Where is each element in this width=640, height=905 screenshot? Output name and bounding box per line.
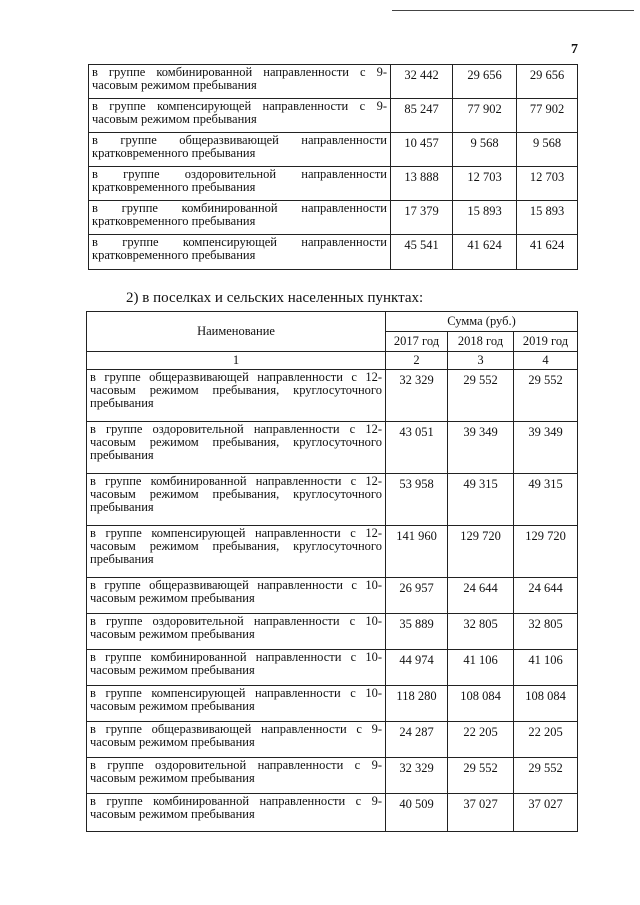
value-2017: 32 329 [386,370,448,422]
value-2017: 53 958 [386,474,448,526]
value-2018: 32 805 [448,614,514,650]
table-row [87,794,578,832]
value-2019: 15 893 [517,201,578,235]
value-2018: 9 568 [453,133,517,167]
value-2019: 12 703 [517,167,578,201]
value-2017: 24 287 [386,722,448,758]
value-2017: 118 280 [386,686,448,722]
section-title: 2) в поселках и сельских населенных пунктах: [126,290,424,306]
value-2019: 39 349 [514,422,578,474]
table-row [87,686,578,722]
table-row [89,201,578,235]
top-rule [392,10,634,11]
value-2017: 10 457 [391,133,453,167]
column-number-1: 1 [87,352,386,370]
row-name: в группе компенсирующей направленности кратковременного пребывания [89,235,391,270]
value-2017: 43 051 [386,422,448,474]
value-2017: 45 541 [391,235,453,270]
table-row [87,578,578,614]
row-name: в группе оздоровительной направленности с 10-часовым режимом пребывания [87,614,386,650]
header-year-2019: 2019 год [514,332,578,352]
table-row [87,474,578,526]
value-2019: 41 624 [517,235,578,270]
header-name: Наименование [87,312,386,352]
column-number-2: 2 [386,352,448,370]
row-name: в группе оздоровительной направленности кратковременного пребывания [89,167,391,201]
value-2019: 24 644 [514,578,578,614]
value-2018: 12 703 [453,167,517,201]
value-2017: 35 889 [386,614,448,650]
header-year-2017: 2017 год [386,332,448,352]
value-2019: 37 027 [514,794,578,832]
value-2018: 41 624 [453,235,517,270]
value-2017: 32 442 [391,65,453,99]
table-row [89,167,578,201]
value-2018: 129 720 [448,526,514,578]
header-row [87,312,578,332]
row-name: в группе комбинированной направленности с 12-часовым режимом пребывания, круглосуточного пребывания [87,474,386,526]
value-2019: 29 552 [514,758,578,794]
table-row [89,99,578,133]
value-2018: 49 315 [448,474,514,526]
value-2017: 17 379 [391,201,453,235]
row-name: в группе комбинированной направленности с 9-часовым режимом пребывания [87,794,386,832]
value-2019: 41 106 [514,650,578,686]
value-2019: 29 552 [514,370,578,422]
row-name: в группе комбинированной направленности с 10-часовым режимом пребывания [87,650,386,686]
value-2017: 40 509 [386,794,448,832]
page-number: 7 [571,42,578,57]
column-number-row [87,352,578,370]
value-2017: 32 329 [386,758,448,794]
value-2018: 77 902 [453,99,517,133]
table-row [87,758,578,794]
column-number-3: 3 [448,352,514,370]
row-name: в группе компенсирующей направленности с 9-часовым режимом пребывания [89,99,391,133]
value-2018: 29 552 [448,758,514,794]
tariff-table-rural [86,311,578,832]
table-row [87,722,578,758]
column-number-4: 4 [514,352,578,370]
value-2019: 77 902 [517,99,578,133]
value-2018: 29 552 [448,370,514,422]
value-2018: 39 349 [448,422,514,474]
value-2017: 26 957 [386,578,448,614]
row-name: в группе общеразвивающей направленности с 12-часовым режимом пребывания, круглосуточного пребывания [87,370,386,422]
row-name: в группе комбинированной направленности кратковременного пребывания [89,201,391,235]
table-row [87,526,578,578]
value-2019: 9 568 [517,133,578,167]
value-2017: 44 974 [386,650,448,686]
value-2018: 41 106 [448,650,514,686]
row-name: в группе компенсирующей направленности с 12-часовым режимом пребывания, круглосуточного пребывания [87,526,386,578]
value-2017: 85 247 [391,99,453,133]
value-2018: 108 084 [448,686,514,722]
value-2019: 22 205 [514,722,578,758]
value-2018: 24 644 [448,578,514,614]
row-name: в группе общеразвивающей направленности с 9-часовым режимом пребывания [87,722,386,758]
row-name: в группе оздоровительной направленности с 12-часовым режимом пребывания, круглосуточного пребывания [87,422,386,474]
row-name: в группе общеразвивающей направленности с 10-часовым режимом пребывания [87,578,386,614]
row-name: в группе компенсирующей направленности с 10-часовым режимом пребывания [87,686,386,722]
table-row [87,422,578,474]
table-row [87,650,578,686]
value-2019: 29 656 [517,65,578,99]
table-row [89,65,578,99]
value-2019: 32 805 [514,614,578,650]
value-2018: 22 205 [448,722,514,758]
table-row [87,614,578,650]
tariff-table-continued [88,64,578,270]
header-sum: Сумма (руб.) [386,312,578,332]
value-2017: 13 888 [391,167,453,201]
value-2019: 49 315 [514,474,578,526]
value-2019: 108 084 [514,686,578,722]
value-2018: 37 027 [448,794,514,832]
value-2019: 129 720 [514,526,578,578]
value-2017: 141 960 [386,526,448,578]
value-2018: 29 656 [453,65,517,99]
table-row [87,370,578,422]
header-year-2018: 2018 год [448,332,514,352]
value-2018: 15 893 [453,201,517,235]
table-row [89,235,578,270]
table-row [89,133,578,167]
row-name: в группе оздоровительной направленности с 9-часовым режимом пребывания [87,758,386,794]
row-name: в группе комбинированной направленности с 9-часовым режимом пребывания [89,65,391,99]
row-name: в группе общеразвивающей направленности кратковременного пребывания [89,133,391,167]
